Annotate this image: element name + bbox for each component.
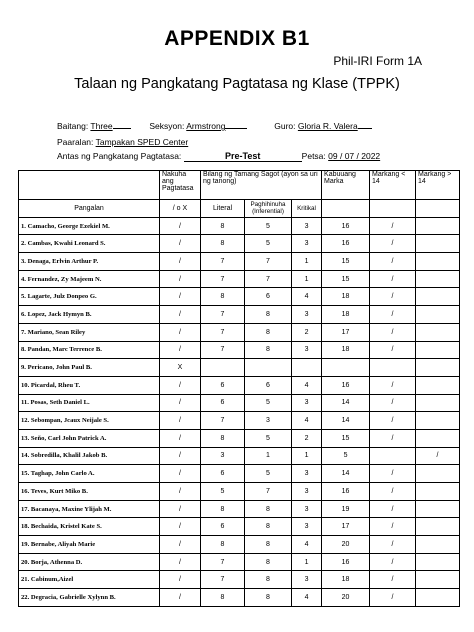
literal-cell: 6 — [201, 518, 245, 536]
markang-lt-cell: / — [370, 536, 416, 554]
literal-cell — [201, 359, 245, 377]
nakuha-cell: / — [160, 553, 201, 571]
paghihinuha-cell: 8 — [245, 306, 292, 324]
kabuuang-cell: 20 — [322, 536, 370, 554]
literal-cell: 8 — [201, 217, 245, 235]
markang-ge-cell: / — [416, 447, 460, 465]
nakuha-cell: / — [160, 447, 201, 465]
literal-cell: 8 — [201, 589, 245, 607]
kabuuang-cell: 19 — [322, 500, 370, 518]
header-literal: Literal — [201, 200, 245, 218]
markang-ge-cell — [416, 288, 460, 306]
nakuha-cell: X — [160, 359, 201, 377]
paghihinuha-cell: 7 — [245, 270, 292, 288]
markang-ge-cell — [416, 483, 460, 501]
field-row-grade — [57, 121, 372, 131]
paghihinuha-cell: 8 — [245, 553, 292, 571]
student-name: 11. Posas, Seth Daniel L. — [19, 394, 160, 412]
kabuuang-cell: 18 — [322, 341, 370, 359]
kabuuang-cell: 18 — [322, 288, 370, 306]
markang-lt-cell — [370, 447, 416, 465]
literal-cell: 6 — [201, 376, 245, 394]
kritikal-cell: 2 — [292, 429, 322, 447]
markang-ge-cell — [416, 217, 460, 235]
markang-ge-cell — [416, 359, 460, 377]
antas-label: Antas ng Pangkatang Pagtatasa: — [57, 151, 182, 161]
kabuuang-cell: 20 — [322, 589, 370, 607]
table-row — [19, 483, 460, 501]
student-name: 17. Bacanaya, Maxine Ylijah M. — [19, 500, 160, 518]
literal-cell: 7 — [201, 323, 245, 341]
markang-ge-cell — [416, 589, 460, 607]
student-name: 3. Denaga, Erlvin Arthur P. — [19, 253, 160, 271]
literal-cell: 8 — [201, 500, 245, 518]
kabuuang-cell: 18 — [322, 306, 370, 324]
kritikal-cell: 3 — [292, 235, 322, 253]
markang-lt-cell: / — [370, 217, 416, 235]
header-nakuha: Nakuha ang Pagtatasa — [160, 171, 201, 200]
paghihinuha-cell: 6 — [245, 288, 292, 306]
kritikal-cell: 2 — [292, 323, 322, 341]
header-blank-lt — [370, 200, 416, 218]
kabuuang-cell: 16 — [322, 235, 370, 253]
nakuha-cell: / — [160, 536, 201, 554]
markang-ge-cell — [416, 270, 460, 288]
paaralan-value: Tampakan SPED Center — [95, 137, 189, 147]
kabuuang-cell: 15 — [322, 253, 370, 271]
table-row — [19, 288, 460, 306]
markang-ge-cell — [416, 341, 460, 359]
literal-cell: 8 — [201, 429, 245, 447]
table-row — [19, 500, 460, 518]
markang-ge-cell — [416, 518, 460, 536]
nakuha-cell: / — [160, 235, 201, 253]
header-blank — [19, 171, 160, 200]
kabuuang-cell: 16 — [322, 483, 370, 501]
markang-lt-cell: / — [370, 412, 416, 430]
assessment-table — [18, 170, 460, 607]
literal-cell: 6 — [201, 465, 245, 483]
markang-ge-cell — [416, 500, 460, 518]
nakuha-cell: / — [160, 253, 201, 271]
markang-lt-cell: / — [370, 288, 416, 306]
markang-lt-cell: / — [370, 553, 416, 571]
markang-ge-cell — [416, 306, 460, 324]
student-name: 22. Degracia, Gabrielle Xylynn B. — [19, 589, 160, 607]
literal-cell: 8 — [201, 235, 245, 253]
paghihinuha-cell: 5 — [245, 465, 292, 483]
markang-lt-cell: / — [370, 571, 416, 589]
nakuha-cell: / — [160, 323, 201, 341]
kritikal-cell: 1 — [292, 553, 322, 571]
markang-lt-cell: / — [370, 589, 416, 607]
nakuha-cell: / — [160, 412, 201, 430]
markang-lt-cell: / — [370, 518, 416, 536]
table-row — [19, 306, 460, 324]
paghihinuha-cell: 7 — [245, 253, 292, 271]
table-row — [19, 429, 460, 447]
nakuha-cell: / — [160, 341, 201, 359]
kabuuang-cell: 17 — [322, 323, 370, 341]
kabuuang-cell: 16 — [322, 553, 370, 571]
markang-lt-cell: / — [370, 376, 416, 394]
markang-lt-cell: / — [370, 323, 416, 341]
markang-ge-cell — [416, 465, 460, 483]
nakuha-cell: / — [160, 288, 201, 306]
kritikal-cell: 3 — [292, 500, 322, 518]
table-row — [19, 217, 460, 235]
kritikal-cell: 3 — [292, 217, 322, 235]
kabuuang-cell: 5 — [322, 447, 370, 465]
paghihinuha-cell: 8 — [245, 518, 292, 536]
paghihinuha-cell — [245, 359, 292, 377]
paghihinuha-cell: 8 — [245, 589, 292, 607]
kritikal-cell: 4 — [292, 412, 322, 430]
kritikal-cell: 4 — [292, 288, 322, 306]
kabuuang-cell: 18 — [322, 571, 370, 589]
kritikal-cell: 3 — [292, 465, 322, 483]
kabuuang-cell — [322, 359, 370, 377]
nakuha-cell: / — [160, 483, 201, 501]
student-name: 8. Pandan, Marc Terrence B. — [19, 341, 160, 359]
kabuuang-cell: 14 — [322, 465, 370, 483]
table-row — [19, 465, 460, 483]
nakuha-cell: / — [160, 394, 201, 412]
markang-ge-cell — [416, 253, 460, 271]
paghihinuha-cell: 5 — [245, 235, 292, 253]
student-name: 20. Borja, Athenna D. — [19, 553, 160, 571]
nakuha-cell: / — [160, 217, 201, 235]
baitang-value: Three — [90, 121, 113, 131]
paghihinuha-cell: 8 — [245, 571, 292, 589]
header-bilang: Bilang ng Tamang Sagot (ayon sa uri ng tanong) — [201, 171, 322, 200]
paghihinuha-cell: 8 — [245, 536, 292, 554]
table-row — [19, 341, 460, 359]
student-name: 14. Sobredilla, Khalil Jakob B. — [19, 447, 160, 465]
paghihinuha-cell: 8 — [245, 341, 292, 359]
nakuha-cell: / — [160, 589, 201, 607]
markang-lt-cell: / — [370, 341, 416, 359]
markang-lt-cell: / — [370, 394, 416, 412]
kritikal-cell: 4 — [292, 376, 322, 394]
literal-cell: 7 — [201, 306, 245, 324]
paaralan-label: Paaralan: — [57, 137, 94, 147]
paghihinuha-cell: 5 — [245, 429, 292, 447]
header-blank-kab — [322, 200, 370, 218]
table-row — [19, 536, 460, 554]
kritikal-cell: 1 — [292, 270, 322, 288]
header-paghihinuha: Paghihinuha (Inferential) — [245, 200, 292, 218]
literal-cell: 8 — [201, 288, 245, 306]
paghihinuha-cell: 5 — [245, 394, 292, 412]
table-row — [19, 518, 460, 536]
antas-value: Pre-Test — [224, 151, 261, 161]
student-name: 16. Teves, Kurt Miko B. — [19, 483, 160, 501]
markang-lt-cell: / — [370, 483, 416, 501]
literal-cell: 5 — [201, 483, 245, 501]
table-row — [19, 235, 460, 253]
table-row — [19, 253, 460, 271]
table-row — [19, 589, 460, 607]
paghihinuha-cell: 8 — [245, 500, 292, 518]
header-nakuha-mark: / o X — [160, 200, 201, 218]
student-name: 10. Picardal, Rheu T. — [19, 376, 160, 394]
nakuha-cell: / — [160, 465, 201, 483]
literal-cell: 7 — [201, 341, 245, 359]
student-name: 2. Cambas, Kwahi Leonard S. — [19, 235, 160, 253]
markang-lt-cell — [370, 359, 416, 377]
markang-ge-cell — [416, 323, 460, 341]
table-row — [19, 553, 460, 571]
seksyon-value: Armstrong — [186, 121, 226, 131]
literal-cell: 7 — [201, 270, 245, 288]
student-name: 5. Lagarte, Julz Donpeo G. — [19, 288, 160, 306]
table-row — [19, 394, 460, 412]
student-name: 12. Sebompan, Jcaux Neijale S. — [19, 412, 160, 430]
literal-cell: 7 — [201, 571, 245, 589]
table-row — [19, 571, 460, 589]
nakuha-cell: / — [160, 376, 201, 394]
guro-label: Guro: — [274, 121, 296, 131]
literal-cell: 7 — [201, 253, 245, 271]
kritikal-cell: 3 — [292, 306, 322, 324]
table-row — [19, 359, 460, 377]
baitang-label: Baitang: — [57, 121, 89, 131]
kritikal-cell: 4 — [292, 536, 322, 554]
paghihinuha-cell: 5 — [245, 217, 292, 235]
markang-lt-cell: / — [370, 500, 416, 518]
kabuuang-cell: 14 — [322, 394, 370, 412]
student-name: 13. Seño, Carl John Patrick A. — [19, 429, 160, 447]
markang-lt-cell: / — [370, 429, 416, 447]
nakuha-cell: / — [160, 306, 201, 324]
markang-ge-cell — [416, 235, 460, 253]
literal-cell: 8 — [201, 536, 245, 554]
markang-ge-cell — [416, 412, 460, 430]
petsa-label: Petsa: — [301, 151, 326, 161]
markang-ge-cell — [416, 376, 460, 394]
header-markang-ge: Markang > 14 — [416, 171, 460, 200]
paghihinuha-cell: 7 — [245, 483, 292, 501]
table-row — [19, 412, 460, 430]
markang-lt-cell: / — [370, 270, 416, 288]
student-name: 15. Taghap, John Carlo A. — [19, 465, 160, 483]
paghihinuha-cell: 8 — [245, 323, 292, 341]
markang-lt-cell: / — [370, 306, 416, 324]
markang-lt-cell: / — [370, 465, 416, 483]
kritikal-cell: 3 — [292, 571, 322, 589]
page-subtitle: Talaan ng Pangkatang Pagtatasa ng Klase (TPPK) — [74, 76, 400, 92]
literal-cell: 7 — [201, 553, 245, 571]
field-row-school — [57, 137, 188, 147]
nakuha-cell: / — [160, 500, 201, 518]
paghihinuha-cell: 3 — [245, 412, 292, 430]
kabuuang-cell: 15 — [322, 270, 370, 288]
kabuuang-cell: 14 — [322, 412, 370, 430]
kritikal-cell: 1 — [292, 447, 322, 465]
markang-lt-cell: / — [370, 235, 416, 253]
kritikal-cell: 3 — [292, 394, 322, 412]
kritikal-cell: 3 — [292, 518, 322, 536]
table-row — [19, 447, 460, 465]
student-name: 7. Mariano, Sean Riley — [19, 323, 160, 341]
literal-cell: 3 — [201, 447, 245, 465]
header-blank-ge — [416, 200, 460, 218]
kritikal-cell: 3 — [292, 341, 322, 359]
table-row — [19, 270, 460, 288]
kabuuang-cell: 15 — [322, 429, 370, 447]
header-pangalan: Pangalan — [19, 200, 160, 218]
markang-ge-cell — [416, 429, 460, 447]
student-name: 6. Lopez, Jack Hymyn B. — [19, 306, 160, 324]
petsa-value: 09 / 07 / 2022 — [328, 151, 381, 161]
seksyon-label: Seksyon: — [149, 121, 185, 131]
kritikal-cell — [292, 359, 322, 377]
paghihinuha-cell: 6 — [245, 376, 292, 394]
student-name: 4. Fernandez, Zy Majeem N. — [19, 270, 160, 288]
nakuha-cell: / — [160, 518, 201, 536]
student-name: 9. Pericano, John Paul B. — [19, 359, 160, 377]
field-row-assessment — [57, 151, 380, 162]
page-title: APPENDIX B1 — [164, 27, 310, 50]
nakuha-cell: / — [160, 571, 201, 589]
student-name: 18. Bechaida, Kristel Kate S. — [19, 518, 160, 536]
paghihinuha-cell: 1 — [245, 447, 292, 465]
student-name: 19. Bernabe, Aliyah Marie — [19, 536, 160, 554]
nakuha-cell: / — [160, 429, 201, 447]
kabuuang-cell: 16 — [322, 217, 370, 235]
kabuuang-cell: 17 — [322, 518, 370, 536]
literal-cell: 6 — [201, 394, 245, 412]
kritikal-cell: 3 — [292, 483, 322, 501]
guro-value: Gloria R. Valera — [297, 121, 358, 131]
kritikal-cell: 4 — [292, 589, 322, 607]
table-row — [19, 376, 460, 394]
markang-lt-cell: / — [370, 253, 416, 271]
literal-cell: 7 — [201, 412, 245, 430]
header-kabuuang: Kabuuang Marka — [322, 171, 370, 200]
markang-ge-cell — [416, 536, 460, 554]
kabuuang-cell: 16 — [322, 376, 370, 394]
form-name: Phil-IRI Form 1A — [333, 54, 422, 68]
kritikal-cell: 1 — [292, 253, 322, 271]
student-name: 1. Camacho, George Ezekiel M. — [19, 217, 160, 235]
student-name: 21. Cabinum,Aizel — [19, 571, 160, 589]
nakuha-cell: / — [160, 270, 201, 288]
markang-ge-cell — [416, 394, 460, 412]
header-kritikal: Kritikal — [292, 200, 322, 218]
header-markang-lt: Markang < 14 — [370, 171, 416, 200]
table-row — [19, 323, 460, 341]
markang-ge-cell — [416, 571, 460, 589]
markang-ge-cell — [416, 553, 460, 571]
